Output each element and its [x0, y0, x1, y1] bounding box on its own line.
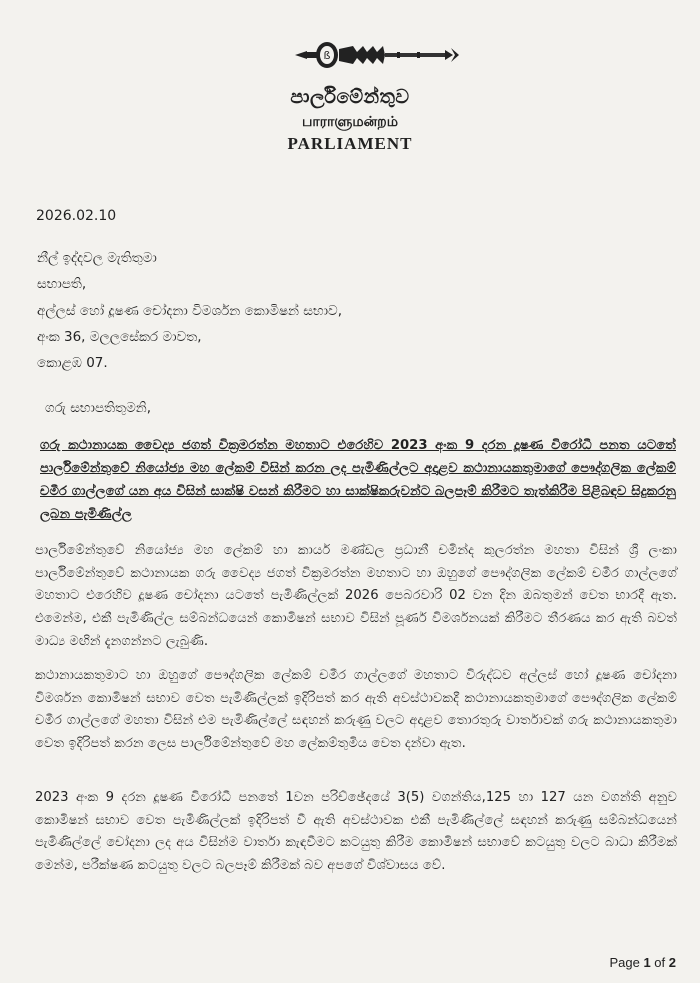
parliament-mace-emblem-icon — [293, 40, 463, 70]
recipient-address-city: කොළඹ 07. — [37, 355, 108, 371]
svg-text:ß: ß — [323, 49, 331, 62]
letter-date: 2026.02.10 — [36, 208, 117, 224]
page-number — [609, 955, 676, 970]
page-number-total: 2 — [668, 955, 676, 970]
salutation: ගරු සභාපතිතුමනි, — [45, 400, 152, 416]
recipient-title: සභාපති, — [37, 276, 87, 292]
page-number-prefix: Page — [609, 955, 640, 970]
recipient-name: නීල් ඉද්දවල මැතිතුමා — [37, 250, 157, 266]
page-number-current: 1 — [643, 955, 651, 970]
letter-subject: ගරු කථානායක වෛද්‍ය ජගත් වික්‍රමරත්න මහතාට එරෙහිව 2023 අංක 9 දරන දූෂණ විරෝධී පනත යටතේ පාර්ලිමේන්තුවේ නියෝජ්‍ය මහ ලේකම් විසින් කරන ලද පැමිණිල්ලට අදාළව කථානායකතුමාගේ පෞද්ගලික ලේකම් චමීර ගාල්ලගේ යන අය විසින් සාක්ෂි වසන් කිරීමට හා සාක්ෂිකරුවන්ට බලපෑම් කිරීමට තැත්කිරීම පිළිබඳව සිදුකරනු ලබන පැමිණිල්ල — [40, 438, 676, 522]
header-tamil-title: பாராளுமன்றம் — [302, 114, 398, 130]
page-number-of: of — [654, 955, 666, 970]
recipient-organization: අල්ලස් හෝ දූෂණ චෝදනා විමර්ශන කොමිෂන් සභාව, — [37, 303, 343, 319]
body-paragraph-1: පාර්ලිමේන්තුවේ නියෝජ්‍ය මහ ලේකම් හා කාර්ය මණ්ඩල ප්‍රධානී චමින්ද කුලරත්න මහතා විසින් ශ්‍රී ලංකා පාර්ලිමේන්තුවේ කථානායක ගරු වෛද්‍ය ජගත් වික්‍රමරත්න මහතාට හා ඔහුගේ පෞද්ගලික ලේකම් චමීර ගාල්ලගේ මහතාට එරෙහිව දූෂණ චෝදනා යටතේ පැමිණිල්ලක් 2026 පෙබරවාරි 02 වන දින ඔබතුමන් වෙත භාරදී ඇත. එමෙන්ම, එකී පැමිණිල්ල සම්බන්ධයෙන් කොමිෂන් සභාව විසින් පූර්ණ විමර්ශනයක් කිරීමට තීරණය කර ඇති බවත් මාධ්‍ය මඟින් දැනගන්නට ලැබුණි. — [35, 543, 677, 649]
body-paragraph-2: කථානායකතුමාට හා ඔහුගේ පෞද්ගලික ලේකම් චමීර ගාල්ලගේ මහතාට විරුද්ධව අල්ලස් හෝ දූෂණ චෝදනා විමර්ශන කොමිෂන් සභාව වෙත පැමිණිල්ලක් ඉදිරිපත් කර ඇති අවස්ථාවකදී කථානායකතුමාගේ පෞද්ගලික ලේකම් චමීර ගාල්ලගේ මහතා විසින් එම පැමිණිල්ලේ සඳහන් කරුණු වලට අදාළව තොරතුරු වාර්තාවක් ගරු කථානායකතුමා වෙත ඉදිරිපත් කරන ලෙස පාර්ලිමේන්තුවේ මහ ලේකම්තුමිය වෙත දන්වා ඇත. — [35, 668, 677, 752]
header-english-title: PARLIAMENT — [287, 134, 413, 153]
recipient-address-street: අංක 36, මලලසේකර මාවත, — [37, 329, 202, 345]
header-sinhala-title: පාර්ලිමේන්තුව — [290, 86, 410, 108]
body-paragraph-3: 2023 අංක 9 දරන දූෂණ විරෝධී පනතේ 1වන පරිච්ඡේදයේ 3(5) වගන්තිය,125 හා 127 යන වගන්ති අනුව කොමිෂන් සභාව වෙත පැමිණිල්ලක් ඉදිරිපත් වී ඇති අවස්ථාවක එකී පැමිණිල්ලේ සඳහන් කරුණු සම්බන්ධයෙන් පැමිණිල්ලේ චෝදනා ලද අය විසින්ම වාර්තා කැඳවීමට කටයුතු කිරීම කොමිෂන් සභාවේ කටයුතු වලට බාධා කිරීමක් මෙන්ම, පරීක්ෂණ කටයුතු වලට බලපෑම් කිරීමක් බව අපගේ විශ්වාසය වේ. — [35, 790, 677, 874]
